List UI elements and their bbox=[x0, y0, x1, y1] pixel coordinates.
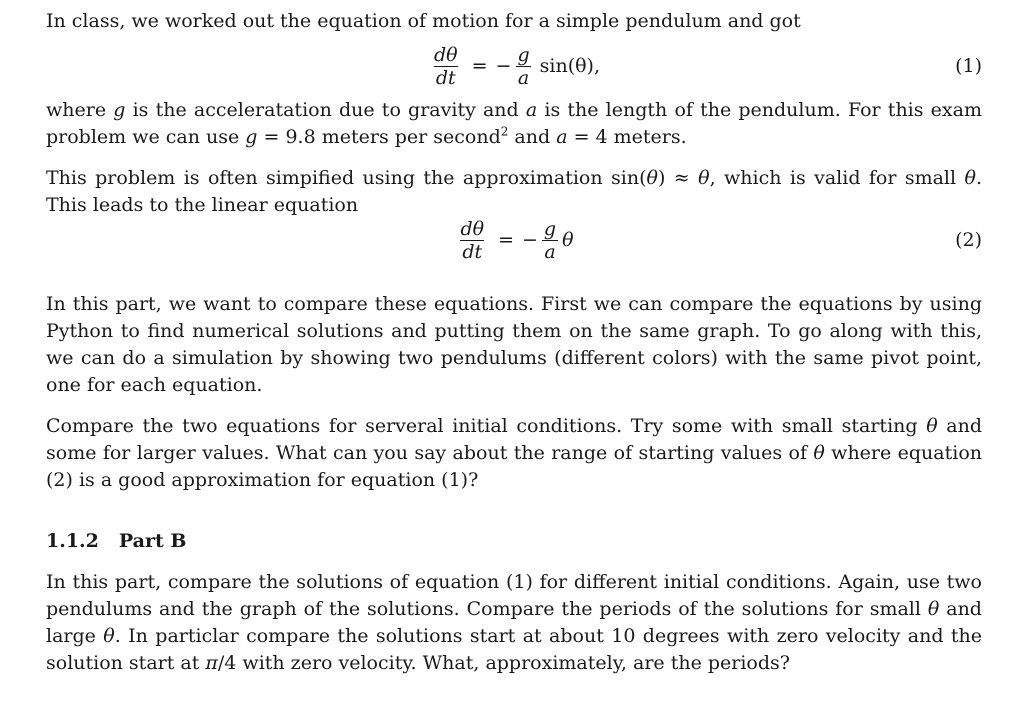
eq1-equals: = bbox=[471, 54, 488, 77]
paragraph-definitions: where g is the acceleratation due to gravity and a is the length of the pendulum. For this exam problem we can use g = 9.8 meters per second$^2$ and a = 4 meters. bbox=[46, 99, 982, 148]
eq1-minus: − bbox=[495, 54, 512, 77]
paragraph-initial-conditions: Compare the two equations for serveral initial conditions. Try some with small starting θ and some for larger values. What can you say about the range of starting values of θ where equation (2) is a good approximation for equation (1)? bbox=[46, 415, 982, 491]
paragraph-approximation: This problem is often simpified using the approximation sin(θ) ≈ θ, which is valid for small θ. This leads to the linear equation bbox=[46, 167, 982, 216]
eq1-g-over-a bbox=[515, 44, 531, 89]
document-page bbox=[46, 8, 982, 677]
eq1-g: g bbox=[517, 43, 530, 66]
eq2-numerator: dθ bbox=[460, 217, 485, 240]
equation-1 bbox=[46, 35, 982, 97]
eq1-a: a bbox=[517, 66, 530, 89]
eq2-equals: = bbox=[498, 228, 514, 251]
eq2-minus: − bbox=[521, 228, 538, 251]
section-title: Part B bbox=[118, 530, 187, 552]
section-number: 1.1.2 bbox=[46, 530, 99, 552]
paragraph-part-b: In this part, compare the solutions of equation (1) for different initial conditions. Again, use two pendulums and the graph of the solutions. Compare the periods of the solutions for small θ and large θ. In particlar compare the solutions start at about 10 degrees with zero velocity and the solution start at π/4 with zero velocity. What, approximately, are the periods? bbox=[46, 571, 982, 674]
equation-2 bbox=[46, 209, 982, 271]
eq2-denominator: dt bbox=[462, 240, 483, 263]
eq2-g-over-a bbox=[542, 218, 558, 263]
paragraph-comparison: In this part, we want to compare these equations. First we can compare the equations by using Python to find numerical solutions and putting them on the same graph. To go along with this, we can do a simulation by showing two pendulums (different colors) with the same pivot point, one for each equation. bbox=[46, 293, 982, 396]
intro-text: In class, we worked out the equation of motion for a simple pendulum and got bbox=[46, 10, 801, 32]
eq2-derivative bbox=[458, 218, 486, 263]
eq2-theta: θ bbox=[562, 228, 574, 251]
eq2-g: g bbox=[543, 217, 557, 240]
section-heading bbox=[46, 528, 982, 555]
intro-paragraph bbox=[46, 8, 982, 35]
eq2-number: (2) bbox=[955, 229, 982, 251]
eq1-derivative bbox=[432, 44, 460, 89]
eq1-denominator: dt bbox=[435, 66, 456, 89]
eq1-numerator: dθ bbox=[434, 43, 458, 66]
eq1-sine: sin(θ), bbox=[539, 54, 600, 77]
eq2-a: a bbox=[544, 240, 556, 263]
eq1-number: (1) bbox=[955, 55, 982, 77]
